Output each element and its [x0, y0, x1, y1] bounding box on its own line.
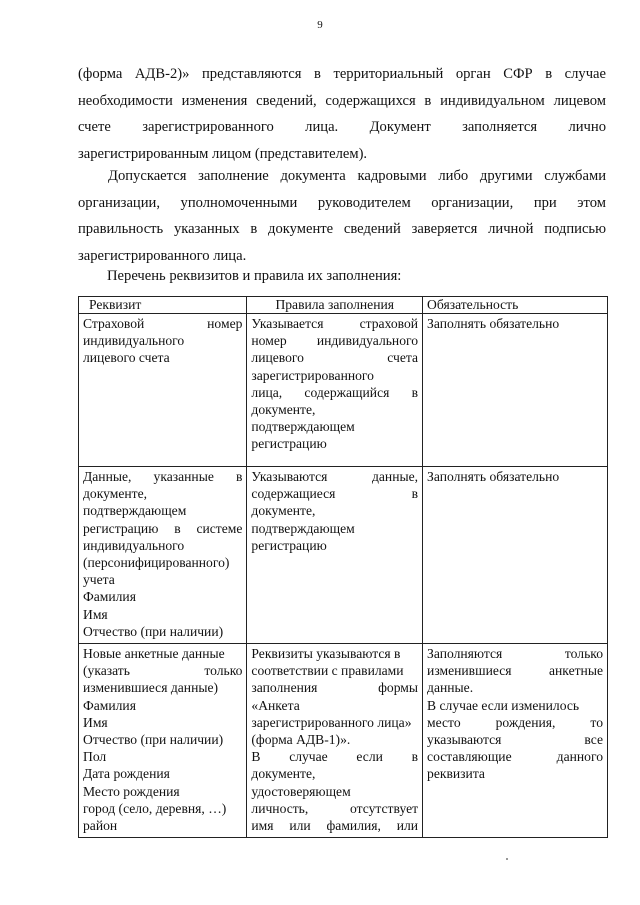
cell-line: Указываются данные, [251, 469, 419, 484]
cell-line: (форма АДВ-1)». [251, 732, 351, 748]
header-rules: Правила заполнения [247, 297, 423, 314]
cell-rules [247, 467, 423, 644]
cell-line: зарегистрированного [251, 367, 374, 383]
paragraph-line: зарегистрированным лицом (представителем). [78, 145, 368, 162]
cell-line: индивидуального [83, 537, 185, 553]
paragraph-1 [78, 61, 606, 167]
cell-line: лицевого счета [83, 350, 170, 366]
cell-obligation [423, 644, 608, 838]
cell-line: Страховой номер [83, 316, 243, 331]
cell-line: лицевого счета [251, 350, 419, 366]
cell-line: район [83, 818, 118, 834]
cell-line: Отчество (при наличии) [83, 732, 224, 748]
cell-line: подтверждающем [251, 419, 355, 435]
header-obligation: Обязательность [423, 297, 608, 314]
cell-obligation [423, 467, 608, 644]
cell-line: документе, [83, 486, 148, 502]
paragraph-line: Допускается заполнение документа кадровыми либо другими службами [108, 168, 606, 184]
cell-line: личность, отсутствует [251, 800, 419, 816]
cell-line: соответствии с правилами [251, 663, 404, 679]
cell-line: Имя [83, 606, 108, 622]
paragraph-2 [78, 163, 606, 269]
cell-line: Заполнять обязательно [427, 469, 560, 484]
cell-line: содержащиеся в [251, 486, 419, 502]
cell-line: регистрацию в системе [83, 520, 243, 536]
cell-line: заполнения формы [251, 680, 419, 696]
cell-line: удостоверяющем [251, 783, 351, 799]
header-requisite: Реквизит [79, 297, 247, 314]
cell-line: индивидуального [83, 333, 185, 349]
cell-line: Место рождения [83, 783, 180, 799]
table-row [79, 314, 608, 467]
cell-line: Фамилия [83, 697, 136, 713]
table-header-row [79, 297, 608, 314]
table-row [79, 644, 608, 838]
table-row [79, 467, 608, 644]
cell-line: город (село, деревня, …) [83, 800, 227, 816]
cell-line: В случае если в [251, 749, 419, 765]
cell-requisite [79, 314, 247, 467]
paragraph-line: необходимости изменения сведений, содержащихся в индивидуальном лицевом [78, 92, 606, 109]
cell-line: место рождения, то [427, 714, 603, 730]
cell-line: Реквизиты указываются в [251, 646, 401, 662]
cell-line: В случае если изменилось [427, 697, 580, 713]
cell-line: Имя [83, 714, 108, 730]
cell-line: номер индивидуального [251, 333, 419, 349]
paragraph-line: правильность указанных в документе сведений заверяется личной подписью [78, 221, 606, 237]
cell-line: составляющие данного [427, 749, 603, 765]
cell-line: Пол [83, 749, 107, 765]
cell-line: подтверждающем [251, 520, 355, 536]
cell-line: регистрацию [251, 436, 327, 452]
cell-line: Заполнять обязательно [427, 316, 560, 331]
cell-line: подтверждающем [83, 503, 187, 519]
cell-line: реквизита [427, 766, 485, 782]
paragraph-line: счете зарегистрированного лица. Документ заполняется лично [78, 119, 606, 135]
cell-line: указываются все [427, 732, 603, 748]
paragraph-line: организации, уполномоченными руководителем организации, при этом [78, 194, 606, 211]
cell-line: данные. [427, 680, 474, 696]
cell-line: Отчество (при наличии) [83, 623, 224, 639]
cell-line: изменившиеся анкетные [427, 663, 603, 679]
cell-requisite [79, 467, 247, 644]
table-caption: Перечень реквизитов и правила их заполнения: [107, 268, 402, 284]
cell-line: документе, [251, 766, 316, 782]
cell-line: Указывается страховой [251, 316, 419, 331]
cell-line: (указать только [83, 663, 243, 679]
cell-line: документе, [251, 503, 316, 519]
cell-line: регистрацию [251, 537, 327, 553]
cell-line: лица, содержащийся в [251, 384, 419, 400]
cell-rules [247, 644, 423, 838]
cell-line: учета [83, 572, 115, 588]
cell-line: документе, [251, 402, 316, 418]
cell-requisite [79, 644, 247, 838]
scan-speck [506, 858, 508, 860]
cell-line: Данные, указанные в [83, 469, 243, 484]
cell-line: зарегистрированного лица» [251, 714, 412, 730]
cell-line: (персонифицированного) [83, 555, 230, 571]
cell-rules [247, 314, 423, 467]
cell-line: Заполняются только [427, 646, 603, 662]
paragraph-line: зарегистрированного лица. [78, 247, 247, 264]
cell-line: Дата рождения [83, 766, 170, 782]
paragraph-line: (форма АДВ-2)» представляются в территориальный орган СФР в случае [78, 66, 606, 82]
cell-line: Фамилия [83, 589, 136, 605]
requisites-table [78, 296, 608, 838]
cell-line: «Анкета [251, 697, 300, 713]
cell-line: Новые анкетные данные [83, 646, 225, 662]
cell-line: изменившиеся данные) [83, 680, 219, 696]
cell-obligation [423, 314, 608, 467]
page-number: 9 [317, 19, 323, 31]
cell-line: имя или фамилия, или [251, 818, 419, 834]
